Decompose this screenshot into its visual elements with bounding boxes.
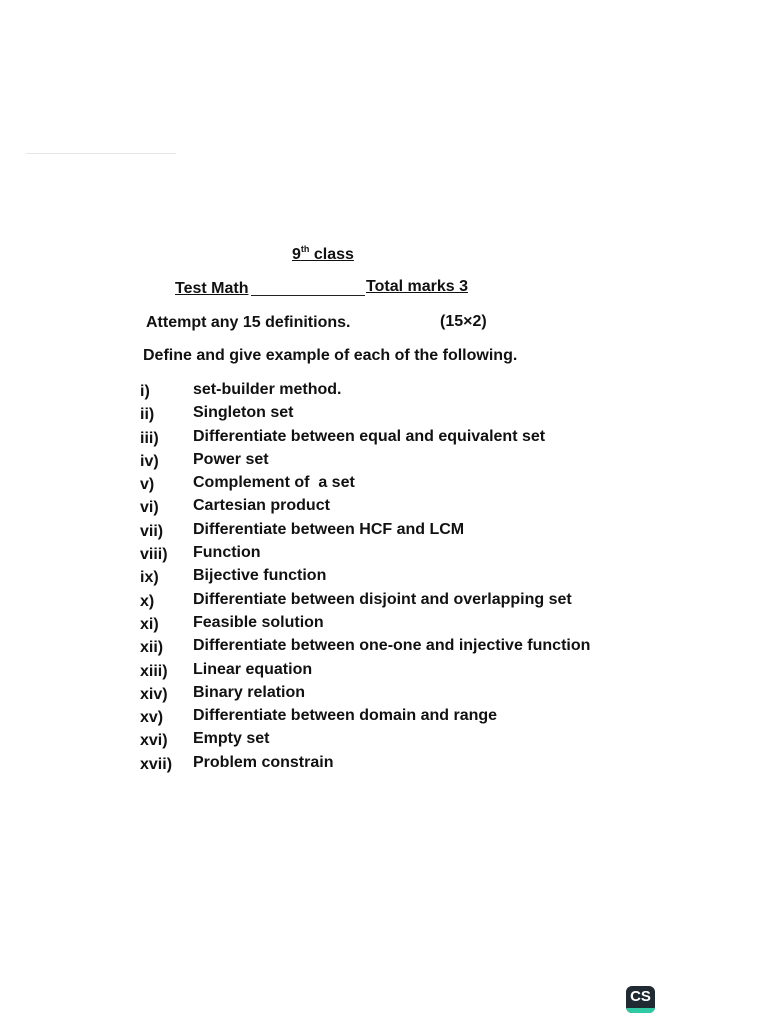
question-number: v) (140, 476, 155, 494)
question-text: Linear equation (193, 660, 313, 678)
camscanner-logo-text: CS (630, 988, 651, 1005)
question-number: x) (140, 592, 155, 610)
question-text: Problem constrain (193, 753, 334, 771)
question-text: Feasible solution (193, 613, 324, 631)
question-number: xi) (140, 615, 159, 633)
question-number: iii) (140, 429, 159, 447)
question-number: xii) (140, 639, 164, 657)
question-number: ix) (140, 569, 159, 587)
question-text: Differentiate between equal and equivalent set (193, 427, 546, 445)
header-rule-line (251, 295, 365, 296)
question-number: iv) (140, 452, 159, 470)
attempt-instruction: Attempt any 15 definitions. (146, 314, 351, 331)
question-text: Differentiate between HCF and LCM (193, 520, 465, 538)
class-word: class (309, 246, 354, 263)
test-info-row (175, 280, 475, 302)
marks-scheme: (15×2) (440, 313, 487, 330)
camscanner-logo (626, 986, 655, 1013)
camscanner-logo-stripe (626, 1008, 655, 1013)
question-number: i) (140, 383, 150, 400)
question-text: Binary relation (193, 683, 306, 701)
question-text: Differentiate between disjoint and overlapping set (193, 590, 572, 608)
question-text: Differentiate between one-one and injective function (193, 637, 591, 655)
define-instruction: Define and give example of each of the following. (143, 347, 518, 364)
question-number: ii) (140, 406, 155, 424)
question-text: Differentiate between domain and range (193, 707, 498, 725)
question-text: Bijective function (193, 567, 327, 585)
scan-mark-line (26, 153, 176, 154)
question-number: vi) (140, 499, 159, 517)
question-text: Empty set (193, 730, 270, 748)
question-text: Function (193, 544, 261, 562)
question-text: Complement of a set (193, 474, 355, 492)
question-text: Singleton set (193, 404, 294, 422)
test-label: Test Math (175, 280, 249, 297)
class-number: 9 (292, 246, 301, 263)
question-number: xiii) (140, 662, 168, 680)
total-marks-label: Total marks 3 (366, 278, 468, 295)
question-text: Power set (193, 450, 269, 468)
class-title (292, 244, 354, 264)
question-number: viii) (140, 546, 168, 564)
question-text: set-builder method. (193, 381, 342, 398)
question-number: xv) (140, 709, 164, 727)
question-number: xvii) (140, 755, 173, 773)
class-superscript: th (300, 244, 310, 254)
question-number: vii) (140, 522, 164, 540)
question-text: Cartesian product (193, 497, 330, 515)
question-number: xiv) (140, 685, 168, 703)
question-number: xvi) (140, 732, 168, 750)
